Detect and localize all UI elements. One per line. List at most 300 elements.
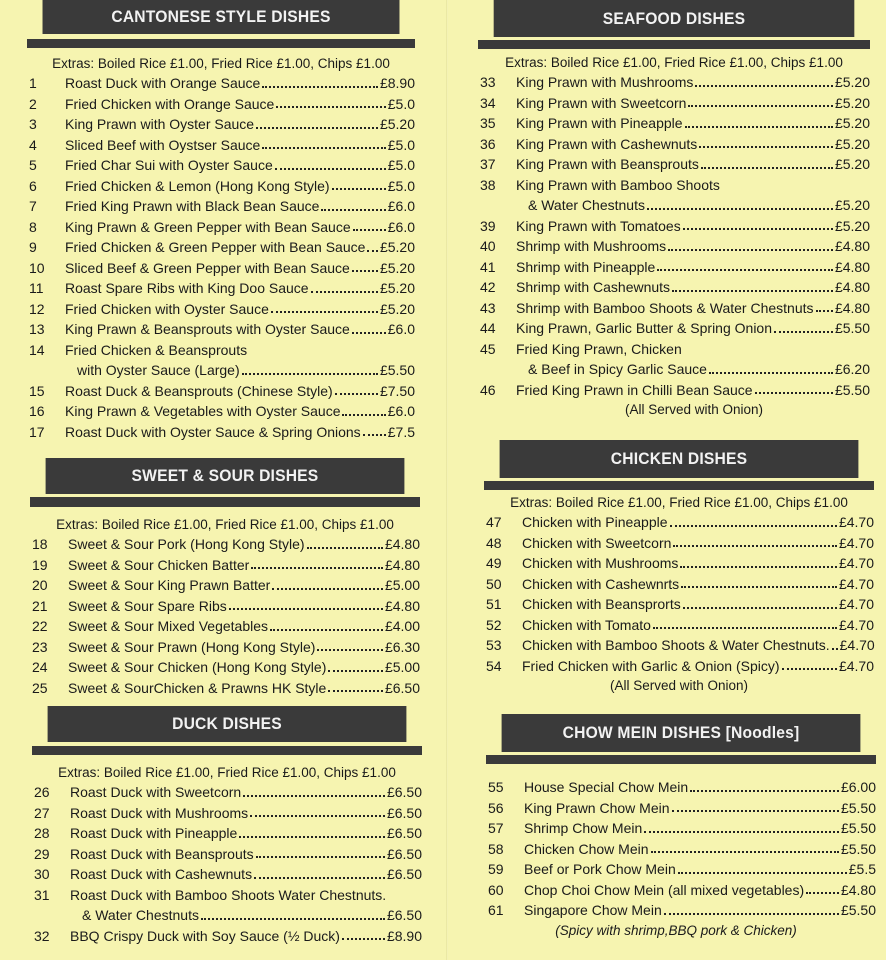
item-number: 20	[32, 577, 48, 593]
item-price: £5.0	[387, 136, 415, 153]
item-number: 18	[32, 536, 48, 552]
item-number: 27	[34, 804, 50, 821]
section-title: DUCK DISHES	[48, 706, 407, 742]
menu-item	[30, 534, 420, 555]
item-number: 53	[486, 637, 502, 653]
item-number: 42	[480, 279, 496, 295]
item-name: Chicken with Mushrooms	[522, 555, 679, 571]
extras-line: Extras: Boiled Rice £1.00, Fried Rice £1.00, Chips £1.00	[510, 495, 848, 510]
item-price: £5.50	[840, 840, 876, 857]
menu-item	[30, 657, 420, 678]
item-price: £6.50	[386, 804, 422, 821]
menu-item	[27, 299, 415, 320]
dot-leader	[270, 629, 383, 631]
item-name: King Prawn with Pineapple	[516, 115, 683, 131]
item-name: King Prawn & Beansprouts with Oyster Sauce	[65, 321, 350, 337]
menu-item	[486, 818, 876, 839]
dot-leader	[353, 229, 386, 231]
dish-list	[27, 73, 415, 442]
item-name: Beef or Pork Chow Mein	[524, 861, 676, 877]
menu-item	[27, 237, 415, 258]
menu-item	[478, 113, 870, 134]
dot-leader	[307, 547, 383, 549]
menu-item	[32, 885, 422, 906]
menu-item	[478, 72, 870, 93]
item-name: Roast Duck with Pineapple	[70, 825, 238, 841]
menu-item	[484, 574, 874, 595]
item-name-continued: with Oyster Sauce (Large)	[77, 362, 240, 378]
item-price: £5.20	[379, 116, 415, 132]
menu-item-continuation	[27, 360, 415, 381]
item-name: Fried Char Sui with Oyster Sauce	[65, 157, 273, 173]
item-name: Shrimp with Cashewnuts	[516, 279, 671, 295]
item-price: £5.20	[834, 217, 870, 234]
dot-leader	[251, 567, 383, 569]
dot-leader	[672, 290, 833, 292]
dot-leader	[276, 106, 385, 108]
section-sweet-sour	[30, 458, 420, 698]
item-name: King Prawn & Vegetables with Oyster Sauce	[65, 403, 341, 419]
item-name: Sweet & Sour Spare Ribs	[68, 597, 227, 614]
item-name-continued: & Water Chestnuts	[82, 907, 199, 923]
chow-mein-note: (Spicy with shrimp,BBQ pork & Chicken)	[555, 922, 797, 938]
dot-leader	[688, 105, 833, 107]
dot-leader	[335, 393, 378, 395]
item-number: 56	[488, 799, 504, 816]
item-name: King Prawn with Mushrooms	[516, 74, 694, 90]
menu-item	[478, 93, 870, 114]
dot-leader	[816, 310, 833, 312]
item-number: 11	[29, 280, 44, 296]
item-number: 36	[480, 135, 496, 152]
item-price: £4.70	[838, 514, 874, 530]
dot-leader	[755, 392, 833, 394]
page-fold	[446, 0, 448, 960]
item-number: 40	[480, 238, 496, 254]
item-name: BBQ Crispy Duck with Soy Sauce (½ Duck)	[70, 927, 340, 944]
item-name: Chicken with Bamboo Shoots & Water Chestnuts.	[522, 637, 830, 653]
item-name: Fried Chicken with Garlic & Onion (Spicy)	[522, 657, 780, 674]
item-number: 51	[486, 596, 502, 612]
item-price: £4.70	[838, 616, 874, 633]
item-price: £4.80	[834, 279, 870, 295]
item-price: £5.0	[387, 177, 415, 194]
item-name: Roast Duck with Orange Sauce	[65, 75, 261, 91]
dot-leader	[201, 918, 385, 920]
dot-leader	[262, 147, 385, 149]
dot-leader	[367, 250, 378, 252]
dot-leader	[683, 228, 833, 230]
served-with-note: (All Served with Onion)	[609, 678, 749, 693]
dot-leader	[668, 249, 833, 251]
item-price: £4.80	[384, 556, 420, 573]
item-number: 19	[32, 556, 48, 573]
item-number: 10	[29, 259, 45, 276]
item-name: Fried King Prawn, Chicken	[516, 340, 682, 357]
item-number: 49	[486, 555, 502, 571]
item-price: £6.50	[386, 825, 422, 841]
item-name: King Prawn with Oyster Sauce	[65, 116, 255, 132]
item-price: £6.50	[386, 907, 422, 923]
item-name: Sweet & Sour Chicken Batter	[68, 556, 250, 573]
menu-item	[32, 844, 422, 865]
item-number: 43	[480, 299, 496, 316]
item-name: Chicken with Cashewnrts	[522, 575, 680, 592]
item-name: Chicken with Tomato	[522, 616, 651, 633]
menu-item	[486, 900, 876, 921]
item-name: Shrimp Chow Mein	[524, 820, 643, 836]
item-number: 48	[486, 534, 502, 551]
dot-leader	[321, 209, 385, 211]
menu-item	[486, 777, 876, 798]
dot-leader	[695, 85, 833, 87]
item-name: Roast Duck with Oyster Sauce & Spring Onions	[65, 423, 361, 440]
item-name: King Prawn with Tomatoes	[516, 217, 681, 234]
item-price: £5.20	[834, 135, 870, 152]
item-price: £4.00	[384, 618, 420, 634]
item-number: 31	[34, 886, 50, 903]
menu-item	[27, 340, 415, 361]
item-name: Fried Chicken & Beansprouts	[65, 341, 248, 358]
menu-item	[484, 615, 874, 636]
menu-item	[484, 656, 874, 677]
item-price: £5.20	[379, 259, 415, 276]
item-price: £7.5	[387, 423, 415, 440]
dot-leader	[256, 127, 378, 129]
dish-list	[478, 72, 870, 400]
item-price: £8.90	[379, 75, 415, 91]
dot-leader	[690, 790, 839, 792]
extras-line: Extras: Boiled Rice £1.00, Fried Rice £1.00, Chips £1.00	[58, 765, 396, 780]
item-name: Roast Duck with Beansprouts	[70, 845, 254, 862]
item-price: £5.20	[379, 239, 415, 255]
dot-leader	[680, 566, 837, 568]
menu-item-continuation	[478, 359, 870, 380]
item-name: Sweet & Sour Pork (Hong Kong Style)	[68, 536, 305, 552]
item-name: Chicken with Beansprorts	[522, 596, 681, 612]
dot-leader	[672, 810, 839, 812]
item-name: Roast Duck & Beansprouts (Chinese Style)	[65, 382, 333, 399]
menu-item	[27, 217, 415, 238]
menu-item	[27, 381, 415, 402]
menu-item	[27, 401, 415, 422]
item-name-continued: & Beef in Spicy Garlic Sauce	[528, 361, 707, 377]
item-name: Roast Duck with Sweetcorn	[70, 784, 242, 800]
item-number: 29	[34, 845, 50, 862]
item-price: £4.80	[384, 536, 420, 552]
item-number: 25	[32, 679, 48, 696]
menu-item	[478, 216, 870, 237]
menu-item	[27, 196, 415, 217]
item-name: Sweet & Sour King Prawn Batter	[68, 577, 271, 593]
item-name: Fried King Prawn in Chilli Bean Sauce	[516, 381, 753, 398]
item-price: £5.50	[379, 362, 415, 378]
item-name: Fried Chicken with Oyster Sauce	[65, 300, 269, 317]
item-price: £6.50	[384, 679, 420, 696]
item-number: 16	[29, 403, 45, 419]
dot-leader	[678, 872, 847, 874]
dot-leader	[242, 373, 378, 375]
item-number: 44	[480, 320, 496, 336]
item-number: 26	[34, 784, 50, 800]
dot-leader	[332, 188, 386, 190]
item-number: 50	[486, 575, 502, 592]
section-cantonese	[27, 0, 415, 442]
item-number: 46	[480, 381, 496, 398]
item-number: 54	[486, 657, 502, 674]
item-price: £5.0	[387, 157, 415, 173]
item-price: £4.80	[840, 881, 876, 898]
item-number: 15	[29, 382, 45, 399]
item-price: £6.0	[387, 403, 415, 419]
item-price: £5.20	[834, 197, 870, 213]
item-number: 52	[486, 616, 502, 633]
item-name: King Prawn with Sweetcorn	[516, 94, 687, 111]
item-name: Fried King Prawn with Black Bean Sauce	[65, 198, 320, 214]
item-name: Sliced Beef with Oystser Sauce	[65, 136, 261, 153]
item-price: £4.70	[839, 637, 875, 653]
item-number: 59	[488, 861, 504, 877]
item-name: Roast Spare Ribs with King Doo Sauce	[65, 280, 309, 296]
dish-list	[30, 534, 420, 698]
item-number: 4	[29, 136, 37, 153]
menu-item	[32, 803, 422, 824]
item-price: £4.70	[838, 534, 874, 551]
extras-line: Extras: Boiled Rice £1.00, Fried Rice £1.00, Chips £1.00	[56, 517, 394, 532]
menu-item	[478, 380, 870, 401]
menu-item	[27, 73, 415, 94]
item-price: £5.50	[834, 320, 870, 336]
item-number: 17	[29, 423, 45, 440]
dot-leader	[644, 831, 839, 833]
item-price: £6.0	[387, 198, 415, 214]
item-price: £5.5	[848, 861, 876, 877]
menu-item	[30, 555, 420, 576]
item-number: 32	[34, 927, 50, 944]
item-number: 45	[480, 340, 496, 357]
item-name: King Prawn & Green Pepper with Bean Sauce	[65, 218, 351, 235]
dot-leader	[250, 815, 385, 817]
menu-item	[484, 594, 874, 615]
item-number: 8	[29, 218, 37, 235]
item-price: £4.80	[384, 597, 420, 614]
item-price: £5.00	[384, 659, 420, 675]
item-price: £4.70	[838, 555, 874, 571]
item-number: 7	[29, 198, 37, 214]
item-price: £5.00	[384, 577, 420, 593]
item-name: King Prawn, Garlic Butter & Spring Onion	[516, 320, 773, 336]
dot-leader	[683, 607, 837, 609]
item-number: 47	[486, 514, 502, 530]
item-name: Chicken Chow Mein	[524, 840, 649, 857]
item-name: Singapore Chow Mein	[524, 902, 662, 918]
item-number: 14	[29, 341, 45, 358]
item-price: £6.30	[384, 638, 420, 655]
item-number: 38	[480, 176, 496, 193]
menu-item	[30, 575, 420, 596]
dot-leader	[657, 269, 833, 271]
menu-item	[32, 926, 422, 947]
item-number: 12	[29, 300, 45, 317]
dot-leader	[709, 372, 833, 374]
item-price: £4.80	[834, 238, 870, 254]
item-price: £5.50	[834, 381, 870, 398]
dot-leader	[256, 856, 385, 858]
menu-item-continuation	[32, 905, 422, 926]
section-duck	[32, 706, 422, 946]
item-price: £6.50	[386, 866, 422, 882]
dot-leader	[328, 690, 383, 692]
item-name: Fried Chicken & Green Pepper with Bean Sauce	[65, 239, 366, 255]
dot-leader	[701, 167, 833, 169]
item-price: £6.0	[387, 218, 415, 235]
menu-item	[27, 176, 415, 197]
item-name: Sweet & Sour Chicken (Hong Kong Style)	[68, 659, 327, 675]
menu-item	[484, 553, 874, 574]
menu-item	[27, 135, 415, 156]
item-price: £5.20	[379, 300, 415, 317]
item-number: 3	[29, 116, 37, 132]
item-number: 61	[488, 902, 504, 918]
item-name: Chop Choi Chow Mein (all mixed vegetables)	[524, 881, 805, 898]
section-title: SEAFOOD DISHES	[494, 0, 855, 37]
menu-item	[30, 637, 420, 658]
item-name: Sweet & Sour Mixed Vegetables	[68, 618, 269, 634]
item-name: Roast Duck with Mushrooms	[70, 804, 249, 821]
item-price: £4.70	[838, 575, 874, 592]
section-chicken	[484, 440, 874, 696]
item-price: £5.50	[840, 902, 876, 918]
menu-item	[478, 318, 870, 339]
item-number: 21	[32, 597, 48, 614]
dot-leader	[670, 525, 837, 527]
item-name-continued: & Water Chestnuts	[528, 197, 645, 213]
section-title: CHICKEN DISHES	[500, 440, 859, 478]
item-name: King Prawn with Beansprouts	[516, 156, 699, 172]
dot-leader	[352, 270, 378, 272]
section-seafood	[478, 0, 870, 420]
menu-item	[27, 114, 415, 135]
item-number: 35	[480, 115, 496, 131]
dot-leader	[243, 795, 385, 797]
dot-leader	[782, 668, 837, 670]
dot-leader	[229, 608, 383, 610]
menu-item-continuation	[478, 195, 870, 216]
menu-item	[32, 823, 422, 844]
item-price: £8.90	[386, 927, 422, 944]
menu-item	[478, 257, 870, 278]
menu-item	[484, 635, 874, 656]
item-number: 60	[488, 881, 504, 898]
item-number: 55	[488, 779, 504, 795]
item-number: 33	[480, 74, 496, 90]
menu-item	[27, 155, 415, 176]
item-price: £5.20	[834, 74, 870, 90]
item-price: £5.0	[387, 95, 415, 112]
item-price: £5.50	[840, 820, 876, 836]
menu-item	[30, 616, 420, 637]
menu-item	[27, 258, 415, 279]
item-name: Sweet & Sour Prawn (Hong Kong Style)	[68, 638, 316, 655]
menu-item	[478, 175, 870, 196]
dot-leader	[651, 851, 839, 853]
menu-item	[30, 678, 420, 699]
menu-item	[486, 880, 876, 901]
item-price: £5.20	[834, 115, 870, 131]
item-name: Fried Chicken with Orange Sauce	[65, 95, 275, 112]
menu-item	[478, 236, 870, 257]
dish-list	[32, 782, 422, 946]
dot-leader	[271, 311, 378, 313]
divider	[484, 481, 874, 490]
item-number: 57	[488, 820, 504, 836]
item-price: £4.70	[838, 657, 874, 674]
menu-item	[32, 782, 422, 803]
dot-leader	[363, 434, 386, 436]
item-number: 13	[29, 321, 45, 337]
section-title: CANTONESE STYLE DISHES	[43, 0, 400, 34]
menu-item	[478, 298, 870, 319]
menu-item	[484, 533, 874, 554]
dot-leader	[254, 877, 385, 879]
dot-leader	[664, 913, 839, 915]
item-number: 58	[488, 840, 504, 857]
menu-item	[27, 94, 415, 115]
divider	[478, 40, 870, 49]
item-name: Shrimp with Bamboo Shoots & Water Chestnuts	[516, 299, 814, 316]
item-name: Sweet & SourChicken & Prawns HK Style	[68, 679, 327, 696]
item-number: 30	[34, 866, 50, 882]
dot-leader	[239, 836, 385, 838]
menu-item	[486, 859, 876, 880]
item-name: Fried Chicken & Lemon (Hong Kong Style)	[65, 177, 330, 194]
section-title: SWEET & SOUR DISHES	[46, 458, 405, 494]
item-number: 5	[29, 157, 37, 173]
item-number: 37	[480, 156, 496, 172]
item-number: 24	[32, 659, 48, 675]
dot-leader	[647, 208, 833, 210]
menu-item	[27, 422, 415, 443]
dot-leader	[317, 649, 382, 651]
item-name: Roast Duck with Bamboo Shoots Water Chestnuts.	[70, 886, 387, 903]
dot-leader	[673, 545, 837, 547]
item-number: 41	[480, 258, 496, 275]
menu-item	[486, 798, 876, 819]
dot-leader	[352, 332, 386, 334]
dot-leader	[342, 414, 385, 416]
menu-item	[30, 596, 420, 617]
item-number: 2	[29, 95, 37, 112]
item-name: Sliced Beef & Green Pepper with Bean Sauce	[65, 259, 350, 276]
item-price: £5.20	[379, 280, 415, 296]
extras-line: Extras: Boiled Rice £1.00, Fried Rice £1.00, Chips £1.00	[505, 55, 843, 70]
menu-item	[478, 154, 870, 175]
item-price: £4.70	[838, 596, 874, 612]
item-name: King Prawn with Cashewnuts	[516, 135, 698, 152]
item-name: House Special Chow Mein	[524, 779, 689, 795]
divider	[27, 39, 415, 48]
item-name: Shrimp with Mushrooms	[516, 238, 667, 254]
item-name: Shrimp with Pineapple	[516, 258, 656, 275]
dot-leader	[262, 86, 378, 88]
divider	[30, 497, 420, 507]
menu-item	[478, 277, 870, 298]
dish-list	[486, 777, 876, 921]
dot-leader	[774, 331, 833, 333]
item-price: £6.50	[386, 845, 422, 862]
dot-leader	[806, 892, 839, 894]
item-number: 23	[32, 638, 48, 655]
